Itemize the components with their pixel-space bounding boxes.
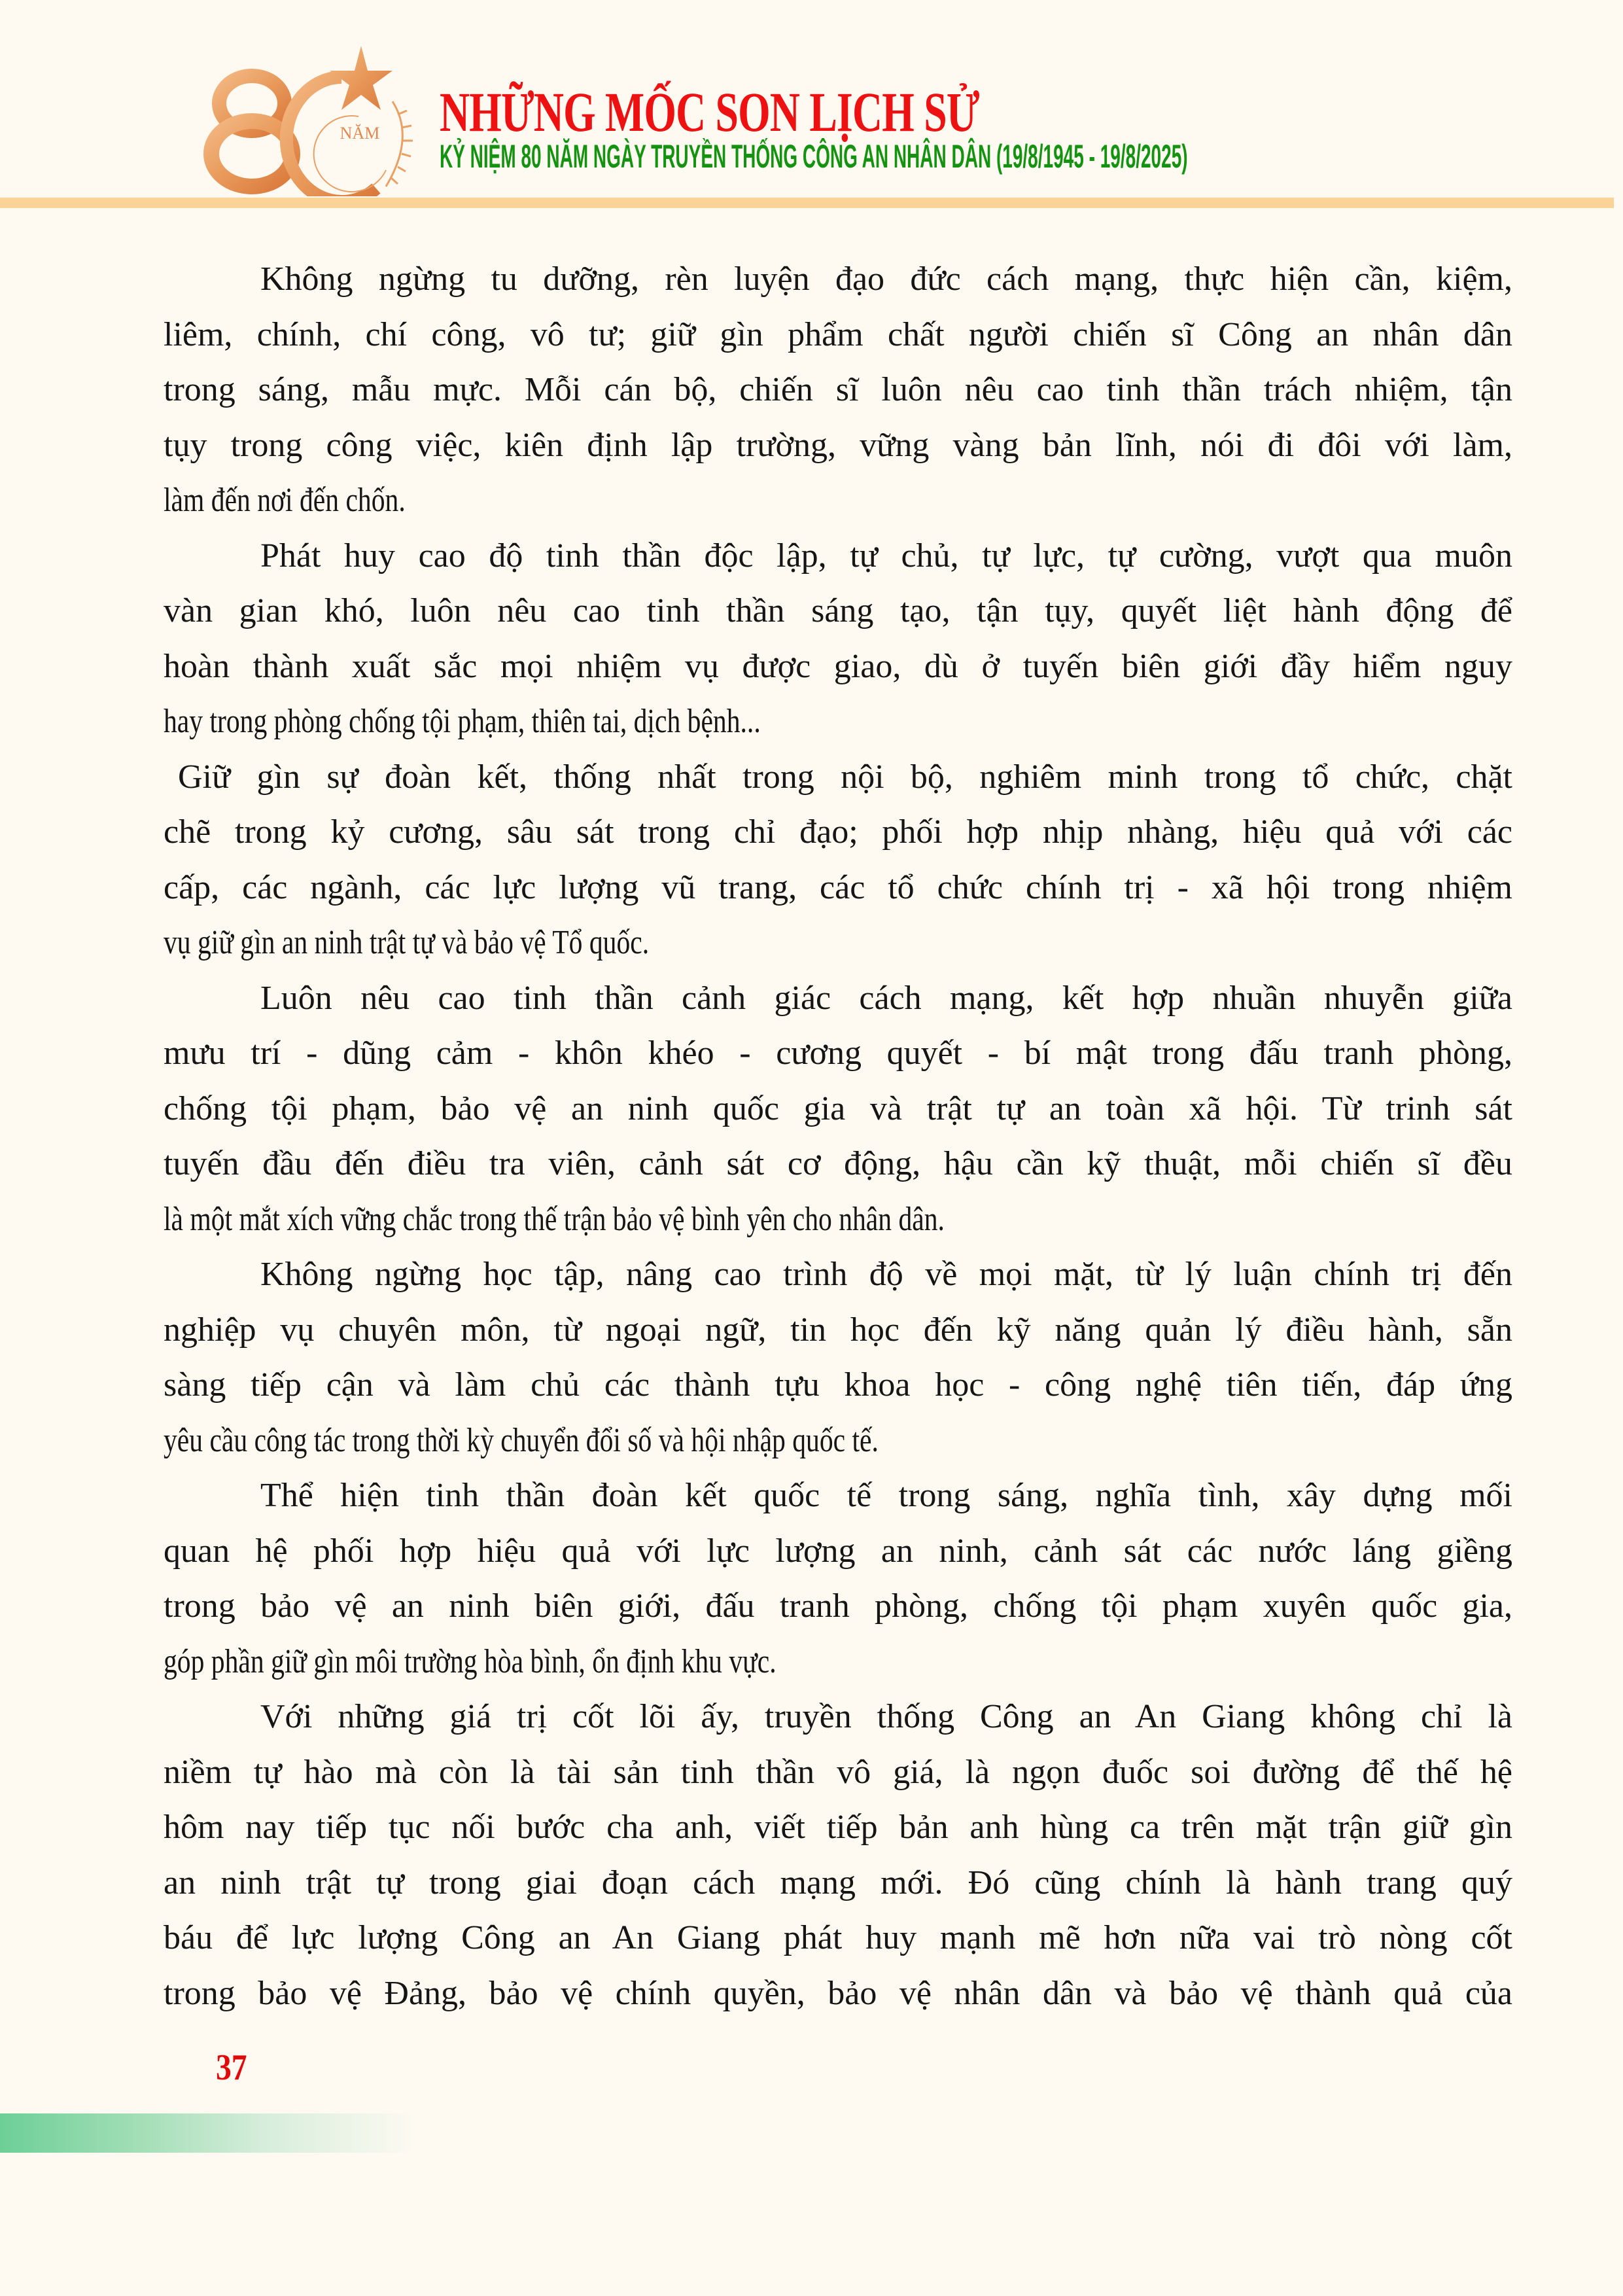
text-line-content: trong sáng, mẫu mực. Mỗi cán bộ, chiến sĩ luôn nêu cao tinh thần trách nhiệm, tận [164,371,1512,408]
text-line [164,1911,1512,1966]
text-line-content: Không ngừng học tập, nâng cao trình độ về mọi mặt, từ lý luận chính trị đến [260,1256,1512,1293]
paragraph [164,252,1512,529]
text-line-content: sàng tiếp cận và làm chủ các thành tựu khoa học - công nghệ tiên tiến, đáp ứng [164,1366,1512,1404]
text-line [164,529,1512,584]
text-line-content: Không ngừng tu dưỡng, rèn luyện đạo đức cách mạng, thực hiện cần, kiệm, [260,260,1512,298]
text-line [164,1247,1512,1303]
header-divider-band [0,198,1614,208]
anniversary-80-logo [190,39,464,196]
text-line-content: mưu trí - dũng cảm - khôn khéo - cương quyết - bí mật trong đấu tranh phòng, [164,1034,1512,1072]
article-body [164,252,1512,2021]
text-line [164,915,1512,971]
text-line [164,418,1512,474]
text-line [164,1468,1512,1524]
text-line [164,1303,1512,1358]
text-line-content: báu để lực lượng Công an An Giang phát huy mạnh mẽ hơn nữa vai trò nòng cốt [164,1919,1512,1956]
text-line-content: hay trong phòng chống tội phạm, thiên tai, dịch bệnh... [164,703,761,740]
text-line-content: nghiệp vụ chuyên môn, từ ngoại ngữ, tin học đến kỹ năng quản lý điều hành, sẵn [164,1311,1512,1349]
text-line [164,750,1512,805]
paragraph [164,529,1512,750]
text-line-content: trong bảo vệ Đảng, bảo vệ chính quyền, bảo vệ nhân dân và bảo vệ thành quả của [164,1974,1512,2012]
paragraph [164,971,1512,1248]
text-line-content: hôm nay tiếp tục nối bước cha anh, viết tiếp bản anh hùng ca trên mặt trận giữ gìn [164,1809,1512,1846]
text-line-content: là một mắt xích vững chắc trong thế trận bảo vệ bình yên cho nhân dân. [164,1200,945,1238]
text-line-content: niềm tự hào mà còn là tài sản tinh thần vô giá, là ngọn đuốc soi đường để thế hệ [164,1753,1512,1791]
text-line-content: vụ giữ gìn an ninh trật tự và bảo vệ Tổ quốc. [164,924,650,961]
text-line-content: tuyến đầu đến điều tra viên, cảnh sát cơ động, hậu cần kỹ thuật, mỗi chiến sĩ đều [164,1145,1512,1182]
text-line-content: liêm, chính, chí công, vô tư; giữ gìn phẩm chất người chiến sĩ Công an nhân dân [164,315,1512,353]
page-header [0,0,1623,216]
text-line [164,860,1512,916]
text-line [164,1192,1512,1248]
text-line [164,639,1512,695]
text-line [164,971,1512,1027]
text-line [164,1856,1512,1911]
paragraph [164,1468,1512,1689]
text-line [164,694,1512,750]
text-line [164,1579,1512,1634]
numeral-eight-icon [211,76,292,186]
text-line-content: cấp, các ngành, các lực lượng vũ trang, các tổ chức chính trị - xã hội trong nhiệm [164,868,1512,906]
text-line [164,1966,1512,2022]
text-line [164,805,1512,860]
text-line [164,1082,1512,1137]
text-line-content: an ninh trật tự trong giai đoạn cách mạng mới. Đó cũng chính là hành trang quý [164,1863,1512,1901]
logo-year-label: NĂM [340,124,380,143]
text-line [164,1524,1512,1580]
text-line-content: quan hệ phối hợp hiệu quả với lực lượng an ninh, cảnh sát các nước láng giềng [164,1532,1512,1570]
series-title: NHỮNG MỐC SON LỊCH SỬ [440,80,979,143]
text-line [164,1800,1512,1856]
text-line [164,1634,1512,1690]
text-line [164,308,1512,363]
footer-gradient-bar [0,2113,419,2153]
text-line-content: tụy trong công việc, kiên định lập trường, vững vàng bản lĩnh, nói đi đôi với làm, [164,426,1512,464]
text-line [164,1026,1512,1082]
text-line-content: vàn gian khó, luôn nêu cao tinh thần sáng tạo, tận tụy, quyết liệt hành động để [164,592,1512,629]
text-line-content: Với những giá trị cốt lõi ấy, truyền thống Công an An Giang không chỉ là [260,1698,1512,1735]
page-number: 37 [216,2047,247,2088]
paragraph [164,750,1512,971]
text-line-content: trong bảo vệ an ninh biên giới, đấu tranh phòng, chống tội phạm xuyên quốc gia, [164,1587,1512,1625]
text-line-content: Phát huy cao độ tinh thần độc lập, tự chủ, tự lực, tự cường, vượt qua muôn [260,537,1512,574]
text-line-content: làm đến nơi đến chốn. [164,482,406,519]
text-line [164,362,1512,418]
text-line-content: chống tội phạm, bảo vệ an ninh quốc gia và trật tự an toàn xã hội. Từ trinh sát [164,1089,1512,1127]
wheat-sprig-icon [386,101,413,186]
text-line-content: góp phần giữ gìn môi trường hòa bình, ổn định khu vực. [164,1642,777,1680]
text-line [164,1358,1512,1413]
text-line [164,473,1512,529]
text-line [164,252,1512,308]
text-line-content: chẽ trong kỷ cương, sâu sát trong chỉ đạo; phối hợp nhịp nhàng, hiệu quả với các [164,813,1512,851]
text-line-content: Thể hiện tinh thần đoàn kết quốc tế trong sáng, nghĩa tình, xây dựng mối [260,1477,1512,1514]
text-line-content: Giữ gìn sự đoàn kết, thống nhất trong nội bộ, nghiêm minh trong tổ chức, chặt [178,758,1512,796]
text-line-content: hoàn thành xuất sắc mọi nhiệm vụ được giao, dù ở tuyến biên giới đầy hiểm nguy [164,647,1512,685]
paragraph [164,1247,1512,1468]
text-line-content: Luôn nêu cao tinh thần cảnh giác cách mạng, kết hợp nhuần nhuyễn giữa [260,979,1512,1017]
text-line [164,1689,1512,1745]
text-line-content: yêu cầu công tác trong thời kỳ chuyển đổi số và hội nhập quốc tế. [164,1421,879,1459]
series-subtitle: KỶ NIỆM 80 NĂM NGÀY TRUYỀN THỐNG CÔNG AN NHÂN DÂN (19/8/1945 - 19/8/2025) [440,138,1188,175]
paragraph [164,1689,1512,2021]
text-line [164,1745,1512,1801]
text-line [164,1413,1512,1469]
text-line [164,1137,1512,1192]
text-line [164,584,1512,639]
